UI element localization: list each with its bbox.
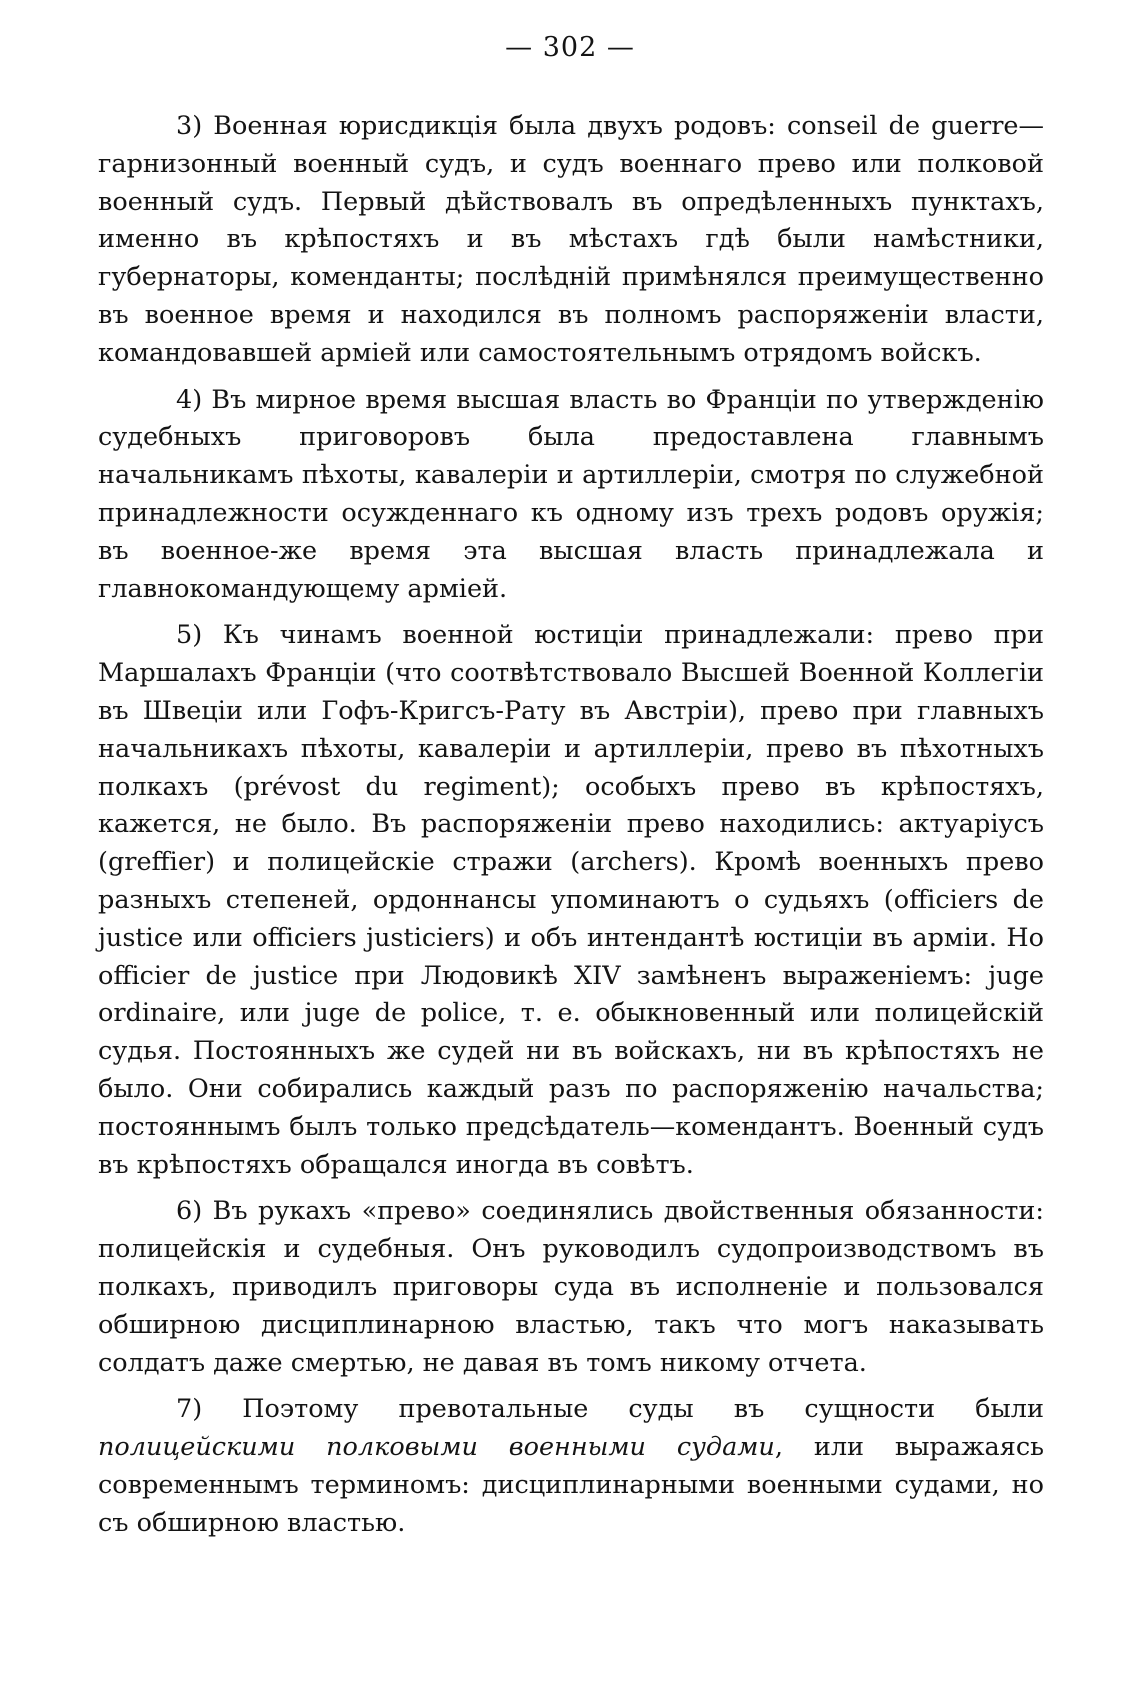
text-column [98,108,1044,1551]
paragraph-4: 4) Въ мирное время высшая власть во Франціи по утвержденію судебныхъ приговоровъ была предоставлена главнымъ начальникамъ пѣхоты, кавалеріи и артиллеріи, смотря по служебной принадлежности осужденнаго къ одному изъ трехъ родовъ оружія; въ военное-же время эта высшая власть принадлежала и главнокомандующему арміей. [98,384,1044,604]
paragraph-7-text-after: , или выражаясь современнымъ терминомъ: дисциплинарными военными судами, но съ обширною властью. [98,1432,1044,1538]
paragraph-7 [98,1391,1044,1542]
page-number: — 302 — [505,32,635,63]
paragraph-3: 3) Военная юрисдикція была двухъ родовъ: conseil de guerre—гарнизонный военный судъ, и судъ военнаго прево или полковой военный судъ. Первый дѣйствовалъ въ опредѣленныхъ пунктахъ, именно въ крѣпостяхъ и въ мѣстахъ гдѣ были намѣстники, губернаторы, коменданты; послѣдній примѣнялся преимущественно въ военное время и находился въ полномъ распоряженіи власти, командовавшей арміей или самостоятельнымъ отрядомъ войскъ. [98,111,1044,368]
paragraph-6: 6) Въ рукахъ «прево» соединялись двойственныя обязанности: полицейскія и судебныя. Онъ руководилъ судопроизводствомъ въ полкахъ, приводилъ приговоры суда въ исполненіе и пользовался обширною дисциплинарною властью, такъ что могъ наказывать солдатъ даже смертью, не давая въ томъ никому отчета. [98,1196,1044,1378]
paragraph-5: 5) Къ чинамъ военной юстиціи принадлежали: прево при Маршалахъ Франціи (что соотвѣтствовало Высшей Военной Коллегіи въ Швеціи или Гофъ-Кригсъ-Рату въ Австріи), прево при главныхъ начальникахъ пѣхоты, кавалеріи и артиллеріи, прево въ пѣхотныхъ полкахъ (prévost du regiment); особыхъ прево въ крѣпостяхъ, кажется, не было. Въ распоряженіи прево находились: актуаріусъ (greffier) и полицейскіе стражи (archers). Кромѣ военныхъ прево разныхъ степеней, ордоннансы упоминаютъ о судьяхъ (officiers de justice или officiers justiciers) и объ интендантѣ юстиціи въ арміи. Но officier de justice при Людовикѣ XIV замѣненъ выраженіемъ: juge ordinaire, или juge de police, т. е. обыкновенный или полицейскій судья. Постоянныхъ же судей ни въ войскахъ, ни въ крѣпостяхъ не было. Они собирались каждый разъ по распоряженію начальства; постояннымъ былъ только предсѣдатель—комендантъ. Военный судъ въ крѣпостяхъ обращался иногда въ совѣтъ. [98,620,1044,1180]
paragraph-7-italic-phrase: полицейскими полковыми военными судами [98,1432,775,1463]
paragraph-7-text-before: 7) Поэтому превотальные суды въ сущности были [176,1394,1044,1425]
